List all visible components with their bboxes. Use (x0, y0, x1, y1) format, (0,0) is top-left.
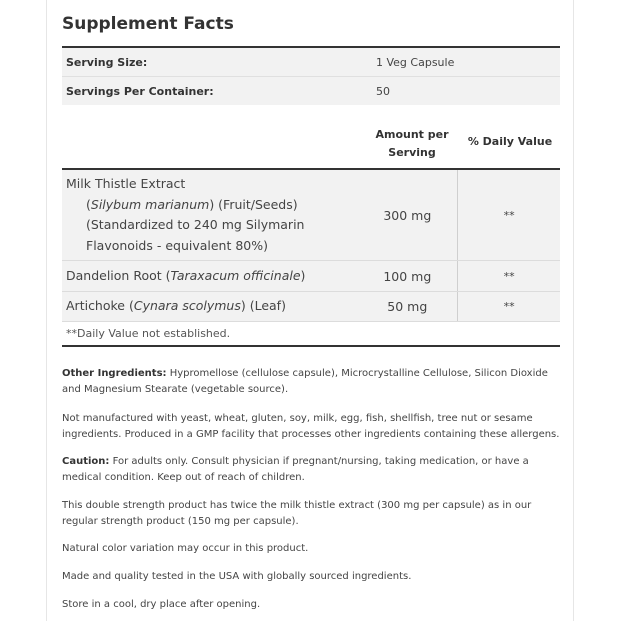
caution-statement: Caution: For adults only. Consult physician if pregnant/nursing, taking medication, or have a medical condition. Keep out of reach of children. (62, 456, 529, 483)
ingredient-name: Milk Thistle Extract (Silybum marianum) (Fruit/Seeds) (Standardized to 240 mg Silymarin Flavonoids - equivalent 80%) (66, 176, 305, 253)
table-header (62, 118, 560, 170)
amount-per-serving-header: Amount per Serving (375, 128, 449, 159)
storage-statement: Store in a cool, dry place after opening. (62, 599, 261, 610)
ingredient-daily-value: ** (457, 292, 560, 321)
page-title: Supplement Facts (62, 14, 234, 34)
color-variation-statement: Natural color variation may occur in this product. (62, 543, 309, 554)
servings-per-container-row (62, 76, 560, 105)
ingredient-amount: 300 mg (383, 207, 432, 223)
servings-per-container-value: 50 (376, 84, 390, 98)
serving-size-value: 1 Veg Capsule (376, 55, 455, 69)
ingredient-amount: 100 mg (383, 268, 432, 284)
serving-info (62, 46, 560, 105)
other-ingredients: Other Ingredients: Hypromellose (cellulose capsule), Microcrystalline Cellulose, Silicon Dioxide and Magnesium Stearate (vegetable source). (62, 368, 548, 395)
allergen-statement: Not manufactured with yeast, wheat, gluten, soy, milk, egg, fish, shellfish, tree nut or sesame ingredients. Produced in a GMP facility that processes other ingredients containing these allergens. (62, 413, 560, 440)
ingredient-daily-value: ** (457, 261, 560, 291)
ingredient-name: Dandelion Root ( Taraxacum officinale ) (66, 267, 306, 283)
daily-value-footnote: **Daily Value not established. (62, 320, 560, 347)
servings-per-container-label: Servings Per Container: (66, 84, 214, 98)
table-row (62, 261, 560, 292)
table-row (62, 292, 560, 322)
ingredients-table (62, 170, 560, 322)
ingredient-amount: 50 mg (387, 299, 428, 314)
serving-size-label: Serving Size: (66, 55, 148, 69)
table-row (62, 170, 560, 261)
ingredient-daily-value: ** (457, 170, 560, 260)
daily-value-header: % Daily Value (467, 135, 553, 148)
serving-size-row (62, 48, 560, 76)
ingredient-name: Artichoke ( Cynara scolymus ) (Leaf) (66, 298, 286, 314)
made-in-usa-statement: Made and quality tested in the USA with globally sourced ingredients. (62, 571, 412, 582)
strength-statement: This double strength product has twice the milk thistle extract (300 mg per capsule) as in our regular strength product (150 mg per capsule). (62, 500, 532, 527)
